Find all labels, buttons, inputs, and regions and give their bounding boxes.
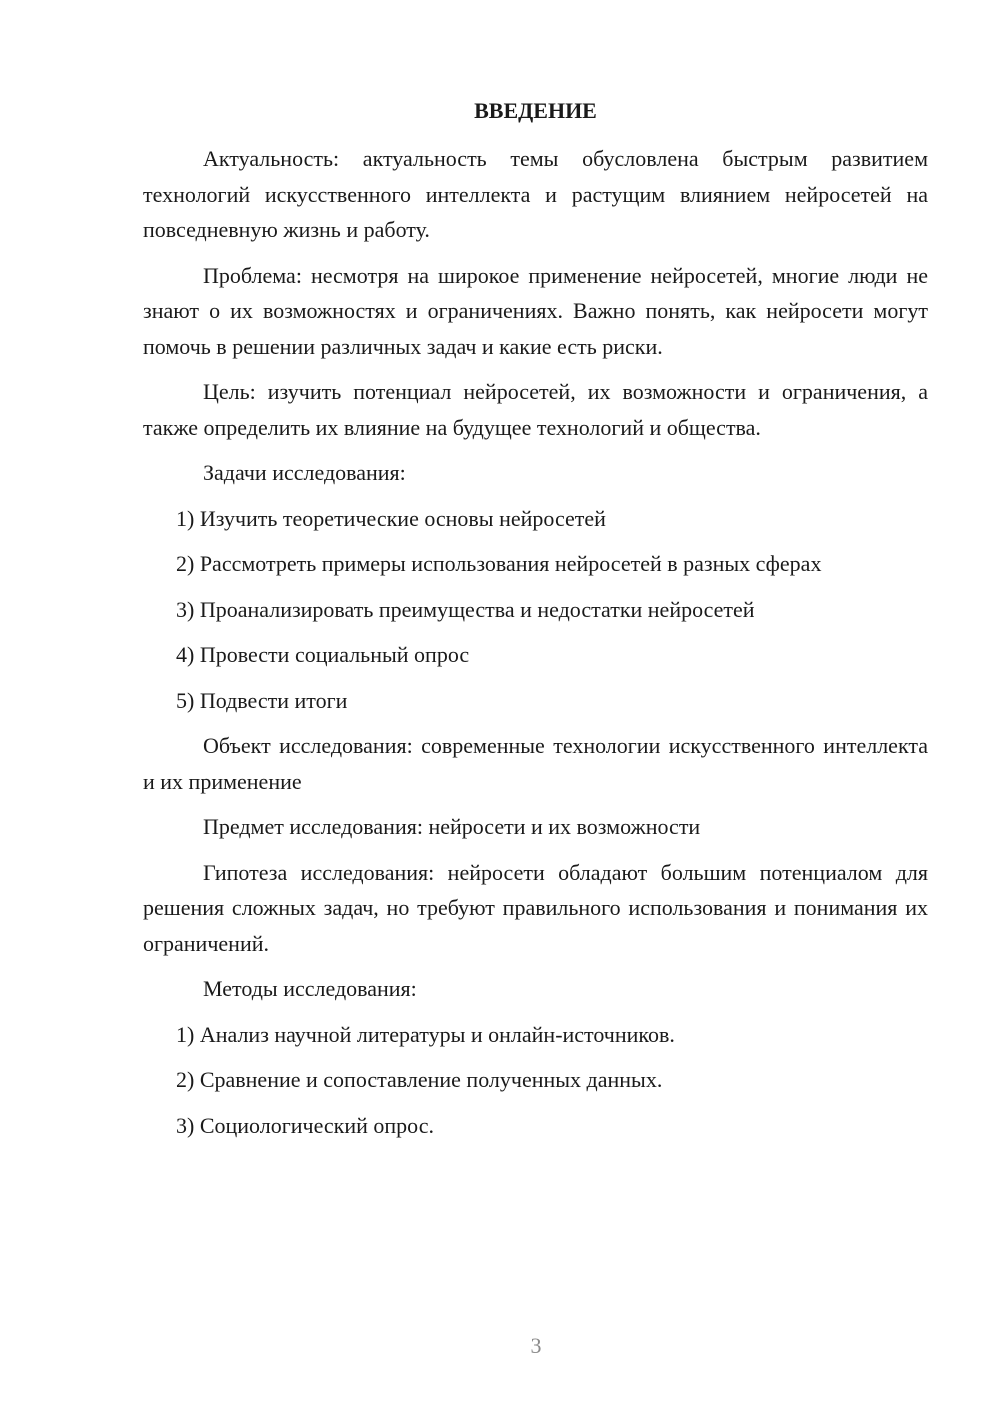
list-item: 3) Проанализировать преимущества и недостатки нейросетей [176,596,755,622]
list-item: 1) Изучить теоретические основы нейросетей [176,505,606,531]
list-item: 1) Анализ научной литературы и онлайн-источников. [176,1021,675,1047]
paragraph-problem: Проблема: несмотря на широкое применение нейросетей, многие люди не знают о их возможностях и ограничениях. Важно понять, как нейросети могут помочь в решении различных задач и какие есть риски. [143,262,928,359]
tasks-heading: Задачи исследования: [203,460,406,485]
methods-list [143,1017,928,1144]
paragraph-hypothesis: Гипотеза исследования: нейросети обладают большим потенциалом для решения сложных задач, но требуют правильного использования и понимания их ограничений. [143,859,928,956]
list-item: 5) Подвести итоги [176,687,348,713]
paragraph-relevance: Актуальность: актуальность темы обусловлена быстрым развитием технологий искусственного интеллекта и растущим влиянием нейросетей на повседневную жизнь и работу. [143,146,928,242]
tasks-list [143,501,928,719]
document-body [143,141,928,1153]
page-number: 3 [530,1333,542,1358]
paragraph-subject: Предмет исследования: нейросети и их возможности [203,814,701,839]
list-item: 3) Социологический опрос. [176,1112,434,1138]
page-title: ВВЕДЕНИЕ [474,98,597,123]
list-item: 2) Рассмотреть примеры использования нейросетей в разных сферах [176,551,822,576]
methods-heading: Методы исследования: [203,976,417,1001]
paragraph-object: Объект исследования: современные технологии искусственного интеллекта и их применение [143,733,928,794]
list-item: 2) Сравнение и сопоставление полученных данных. [176,1067,663,1092]
paragraph-goal: Цель: изучить потенциал нейросетей, их возможности и ограничения, а также определить их влияние на будущее технологий и общества. [143,379,928,440]
list-item: 4) Провести социальный опрос [176,642,470,667]
